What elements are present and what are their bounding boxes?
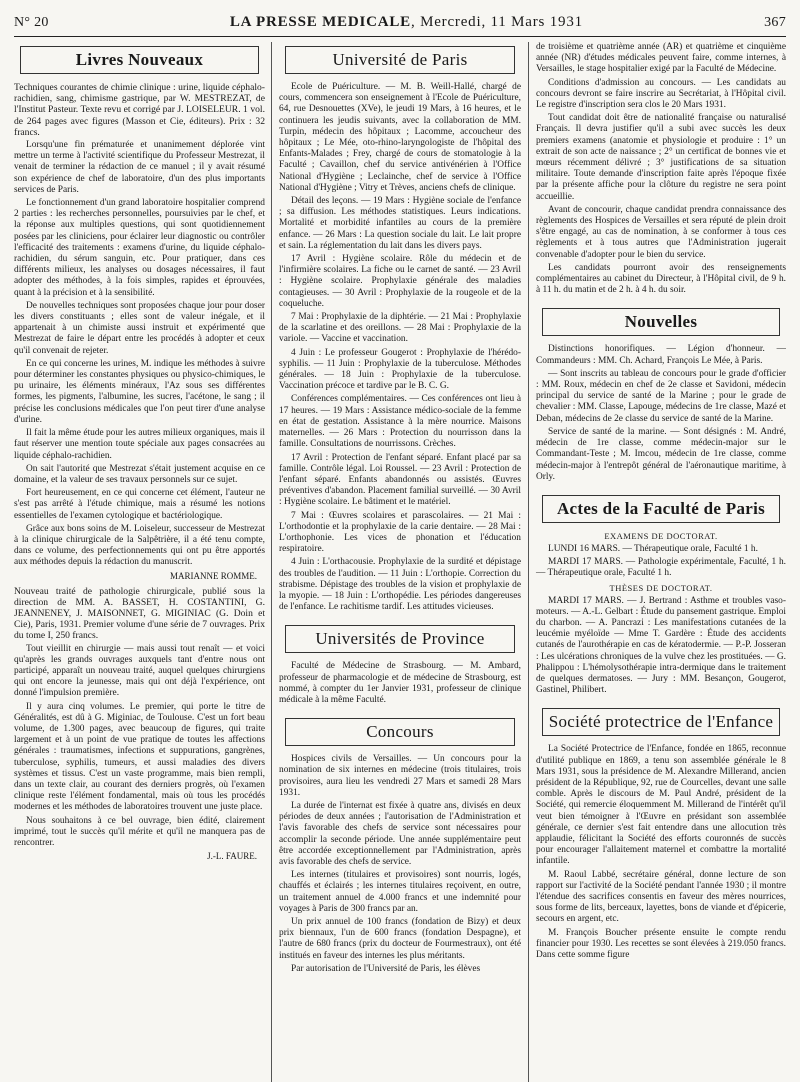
nouvelles-paragraph-3: Service de santé de la marine. — Sont désignés : M. André, médecin de 1re classe, comme médecin-major sur le Commandant-Teste ; M. Imcou, médecin de 1re classe, comme médecin-major à l'entrepôt général de l'aéronautique maritime, à Orly. (536, 426, 786, 482)
exam-paragraph-1: LUNDI 16 MARS. — Thérapeutique orale, Faculté 1 h. (548, 543, 758, 554)
concours-paragraph-7: Conditions d'admission au concours. — Les candidats au concours devront se faire inscrire au Secrétariat, à l'Hôpital civil. Le registre d'inscription sera clos le 20 Mars 1931. (536, 77, 786, 111)
column-2 (271, 42, 528, 1082)
concours-paragraph-1: Hospices civils de Versailles. — Un concours pour la nomination de six internes en médecine (trois titulaires, trois provisoires, aura lieu les vendredi 27 Mars et samedi 28 Mars 1931. (279, 754, 521, 798)
book-entry-1: Techniques courantes de chimie clinique : urine, liquide céphalo-rachidien, sang, chimisme gastrique, par W. MESTREZAT, de l'Institut Pasteur. Texte revu et corrigé par J. LOISELEUR. 1 vol. de 264 pages avec figures (Masson et Cie, éditeurs). Prix : 32 francs. (14, 82, 265, 138)
section-heading-livres: Livres Nouveaux (20, 46, 259, 74)
masthead-date: , Mercredi, 11 Mars 1931 (410, 14, 583, 30)
concours-paragraph-6: de troisième et quatrième année (AR) et quatrième et cinquième année (NR) d'études médicales peuvent faire, comme internes, à Versailles, le stage hospitalier exigé par la Faculté de Médecine. (536, 42, 786, 75)
these-subheading: THÈSES DE DOCTORAT. (609, 582, 713, 593)
book1-paragraph-6: On sait l'autorité que Mestrezat s'était justement acquise en ce domaine, et la valeur de ses travaux personnels sur ce sujet. (14, 463, 265, 485)
columns (14, 42, 786, 1082)
book1-paragraph-8: Grâce aux bons soins de M. Loiseleur, successeur de Mestrezat à la clinique chirurgicale de la Salpêtrière, il a été tenu compte, dans ce volume, des perfectionnements qui ont pu être apportés aux méthodes depuis la rédaction du manuscrit. (14, 523, 265, 568)
puericulture-paragraph-9: 4 Juin : L'orthacousie. Prophylaxie de la surdité et dépistage des troubles de l'audition. — 11 Juin : L'orthopie. Correction du strabisme. Dépistage des troubles de la vision et prophylaxie de la myopie. — 18 Juin : L'orthopédie. Les périodes dangereuses de l'enfance. Le rachitisme tardif. Les attitudes vicieuses. (279, 557, 521, 613)
book1-signature: MARIANNE ROMME. (169, 570, 257, 581)
societe-paragraph-2: M. Raoul Labbé, secrétaire général, donne lecture de son rapport sur l'activité de la Société pendant l'année 1930 ; il montre l'étendue des sacrifices consentis en faveur des mères nourrices, sous forme de lits, berceaux, layettes, bons de viande et d'épicerie, secours en argent, etc. (536, 869, 786, 925)
concours-paragraph-3: Les internes (titulaires et provisoires) sont nourris, logés, chauffés et éclairés ; les internes titulaires reçoivent, en outre, un traitement annuel de 4.000 francs et une indemnité pour voyages à Paris de 300 francs par an. (279, 870, 521, 914)
section-heading-concours: Concours (285, 718, 515, 746)
concours-paragraph-10: Les candidats pourront avoir des renseignements complémentaires au cabinet du Directeur, à l'Hôpital civil, de 9 h. à 11 h. du matin et de 2 h. à 4 h. du soir. (536, 262, 786, 296)
column-3 (528, 42, 786, 1082)
puericulture-paragraph-3: 17 Avril : Hygiène scolaire. Rôle du médecin et de l'infirmière scolaires. La fiche ou le carnet de santé. — 23 Avril : Hygiène scolaire. Prophylaxie générale des maladies contagieuses. — 30 Avril : Prophylaxie de la rougeole et de la coqueluche. (279, 254, 521, 309)
section-heading-nouvelles: Nouvelles (542, 308, 780, 336)
nouvelles-paragraph-1: Distinctions honorifiques. — Légion d'honneur. — Commandeurs : MM. Ch. Achard, François Le Mée, à Paris. (536, 344, 786, 366)
book1-paragraph-1: Lorsqu'une fin prématurée et unanimement déplorée vint mettre un terme à l'activité scientifique du Professeur Mestrezat, il venait de terminer la rédaction de ce manuel ; il y avait résumé son expérience de chef de laboratoire, d'un des plus importants services de Paris. (14, 140, 265, 195)
section-heading-actes-faculte: Actes de la Faculté de Paris (542, 495, 780, 523)
book2-paragraph-3: Nous souhaitons à ce bel ouvrage, bien édité, clairement imprimé, tout le succès qu'il mérite et qu'il ne manquera pas de rencontrer. (14, 815, 265, 848)
nouvelles-paragraph-2: — Sont inscrits au tableau de concours pour le grade d'officier : MM. Roux, médecin en chef de 2e classe et Savidoni, médecin principal du service de santé de la Marine ; pour le grade de chevalier : MM. Classe, Lapouge, médecins de 1re classe, Mazé et Deban, médecins de 2e classe du service de santé de la Marine. (536, 368, 786, 424)
puericulture-paragraph-4: 7 Mai : Prophylaxie de la diphtérie. — 21 Mai : Prophylaxie de la scarlatine et des oreillons. — 28 Mai : Prophylaxie de la variole. — Vaccine et vaccination. (279, 312, 521, 345)
concours-paragraph-9: Avant de concourir, chaque candidat prendra connaissance des règlements des Hospices de Versailles et sera réputé de plein droit s'être engagé, au cas de nomination, à se conformer à tous ces règlements et à tous autres que l'Administration jugerait convenable d'adopter pour le bien du service. (536, 204, 786, 260)
exam-paragraph-2: MARDI 17 MARS. — Pathologie expérimentale, Faculté, 1 h. — Thérapeutique orale, Faculté 1 h. (536, 557, 786, 579)
section-heading-universites-province: Universités de Province (285, 625, 515, 653)
running-head (14, 14, 786, 34)
concours-paragraph-4: Un prix annuel de 100 francs (fondation de Bizy) et deux prix biennaux, l'un de 600 francs (fondation Despagne), et l'autre de 680 francs (prix du docteur de Fourmestraux), ont été institués en faveur des internes les plus méritants. (279, 917, 521, 961)
book1-paragraph-3: De nouvelles techniques sont proposées chaque jour pour doser les divers constituants ; elles sont de valeur inégale, et il appartenait à un chimiste aussi instruit et expérimenté que Mestrezat de faire le départ entre les procédés à adopter et ceux qu'il convenait de rejeter. (14, 300, 265, 356)
page-number: 367 (764, 15, 786, 30)
concours-paragraph-2: La durée de l'internat est fixée à quatre ans, divisés en deux périodes de deux années ; l'autorisation de l'Administration et l'avis favorable des chefs de service sont nécessaires pour accomplir la seconde période. Une année supplémentaire peut être accordée exceptionnellement par l'Administration, après avis favorable des chefs de service. (279, 800, 521, 867)
societe-paragraph-1: La Société Protectrice de l'Enfance, fondée en 1865, reconnue d'utilité publique en 1869, a tenu son assemblée générale le 8 Mars 1931, sous la présidence de M. Alexandre Millerand, ancien président de la République, 92, rue de Courcelles, devant une salle comble. Après le discours de M. Paul André, président de la Société, qui remercie éloquemment M. Millerand de l'intérêt qu'il veut bien témoigner à l'Œuvre en présidant son assemblée générale, ce dernier s'est fait entendre dans une allocution très applaudie, félicitant la Société des efforts couronnés de succès pour encourager l'allaitement maternel et combattre la mortalité infantile. (536, 744, 786, 867)
strasbourg-paragraph: Faculté de Médecine de Strasbourg. — M. Ambard, professeur de pharmacologie et de médecine de Strasbourg, est nommé, à compter du 1er Janvier 1931, professeur de clinique médicale à la même Faculté. (279, 661, 521, 705)
puericulture-paragraph-1: Ecole de Puériculture. — M. B. Weill-Hallé, chargé de cours, commencera son enseignement à l'Ecole de Puériculture, 64, rue Desnouettes (XVe), le jeudi 19 Mars, à 16 heures, et le continuera les jeudis suivants, avec la collaboration de MM. Turpin, médecin des hôpitaux ; Lacomme, accoucheur des hôpitaux ; Le Mée, oto-rhino-laryngologiste de l'hôpital des Enfants-Malades ; Frey, chargé de cours de stomatologie à la Faculté ; Cavaillon, chef du service antivénérien à l'Office National d'Hygiène ; Leclainche, chef de service à l'Office National d'Hygiène ; Vitry et Trèves, anciens chefs de clinique. (279, 82, 521, 193)
book1-paragraph-4: En ce qui concerne les urines, M. indique les méthodes à suivre pour déterminer les constantes physiques ou physico-chimiques, le pu urinaire, les éléments minéraux, l'Az sous ses différentes formes, les pigments, l'albumine, les sucres, l'acétone, le sang ; il précise les conclusions médicales que l'on peut tirer d'une analyse d'urine. (14, 358, 265, 425)
puericulture-paragraph-8: 7 Mai : Œuvres scolaires et parascolaires. — 21 Mai : L'orthodontie et la prophylaxie de la carie dentaire. — 28 Mai : L'orthophonie. Les vices de phonation et l'éducation respiratoire. (279, 510, 521, 555)
puericulture-paragraph-7: 17 Avril : Protection de l'enfant séparé. Enfant placé par sa famille. Contrôle légal. Loi Roussel. — 23 Avril : Protection de l'enfant séparé. Enfants abandonnés ou assistés. Œuvres préventives d'abandon. Placement familial surveillé. — 30 Avril : Hygiène scolaire. Le bâtiment et le matériel. (279, 452, 521, 508)
exam-subheading: EXAMENS DE DOCTORAT. (604, 530, 718, 541)
concours-paragraph-8: Tout candidat doit être de nationalité française ou naturalisé Français. Il devra justifier qu'il a subi avec succès les deux premiers examens (anatomie et physiologie et produire : 1° un extrait de son acte de naissance ; 2° un certificat de bonnes vie et mœurs récemment délivré ; 3° justifications de sa situation militaire. Toute demande d'inscription faite après l'époque fixée par la présente affiche pour la clôture du registre ne sera point accueillie. (536, 113, 786, 202)
book2-paragraph-1: Tout vieillit en chirurgie — mais aussi tout renaît — et voici qu'après les grands ouvrages auxquels tant d'entre nous ont participé, apparaît un nouveau traité, auquel quelques chirurgiens qui ont encore la jeunesse, mais qui ont déjà l'expérience, ont donné l'impulsion première. (14, 643, 265, 699)
book1-paragraph-7: Fort heureusement, en ce qui concerne cet élément, l'auteur ne s'est pas arrêté à l'étude chimique, mais a résumé les notions essentielles de l'examen cytologique et bactériologique. (14, 488, 265, 521)
book2-signature: J.-L. FAURE. (207, 851, 257, 862)
puericulture-paragraph-5: 4 Juin : Le professeur Gougerot : Prophylaxie de l'hérédo-syphilis. — 11 Juin : Prophylaxie de la tuberculose. Méthodes générales. — 18 Juin : Prophylaxie de la tuberculose. Vaccination précoce et tardive par le B. C. G. (279, 347, 521, 392)
book-entry-2: Nouveau traité de pathologie chirurgicale, publié sous la direction de MM. A. BASSET, H. COSTANTINI, G. JEANNENEY, J. MAISONNET, G. MIGINIAC (G. Doin et Cie), Paris, 1931. Premier volume d'une série de 7 ouvrages. Prix du tome I, 250 francs. (14, 585, 265, 642)
masthead-title (230, 14, 583, 31)
book2-paragraph-2: Il y aura cinq volumes. Le premier, qui porte le titre de Généralités, est dû à G. Miginiac, de Toulouse. C'est un fort beau volume, de 1.300 pages, avec beaucoup de figures, qui traite largement et à un point de vue pratique de toutes les affections générales : traumatismes, infections et suppurations, gangrènes, tuberculose, syphilis, tumeurs, et aussi maladies des divers systèmes et tissus. C'est un vaste programme, mais bien rempli, dans un texte clair, au courant des derniers progrès, où l'examen clinique reste l'élément fondamental, mais où tous les procédés modernes et les méthodes de laboratoires trouvent une juste place. (14, 701, 265, 813)
book1-paragraph-5: Il fait la même étude pour les autres milieux organiques, mais il faut réserver une mention toute spéciale aux pages consacrées au liquide céphalo-rachidien. (14, 428, 265, 461)
issue-number: N° 20 (14, 15, 49, 30)
concours-paragraph-5: Par autorisation de l'Université de Paris, les élèves (291, 963, 481, 974)
header-rule (14, 36, 786, 37)
section-heading-universite-paris: Université de Paris (285, 46, 515, 74)
masthead-name: LA PRESSE MEDICALE (229, 14, 411, 30)
book1-paragraph-2: Le fonctionnement d'un grand laboratoire hospitalier comprend 2 parties : les recherches personnelles, poursuivies par le chef, et la réponse aux multiples questions, qui sont quotidiennement posées par les cliniciens, pour éclairer leur diagnostic ou contrôler l'efficacité des traitements : examens d'urine, du liquide céphalo-rachidien, du sérum sanguin, etc. Pour pratiquer, dans ces différents milieux, les analyses ou dosages nécessaires, il faut adopter des méthodes, à la fois simples, rapides et éprouvées, quant à la précision et à la sensibilité. (14, 198, 265, 298)
puericulture-paragraph-2: Détail des leçons. — 19 Mars : Hygiène sociale de l'enfance ; sa diffusion. Les méthodes statistiques. Leurs indications. Mortalité et morbidité infantiles au cours de la première enfance. — 26 Mars : La question sociale du lait. Le lait propre et sain. La réglementation du lait dans les divers pays. (279, 196, 521, 251)
section-heading-societe-protectrice: Société protectrice de l'Enfance (542, 708, 780, 736)
these-paragraph: MARDI 17 MARS. — J. Bertrand : Asthme et troubles vaso-moteurs. — A.-L. Gelbart : Étude du pansement gastrique. Emploi du charbon. — A. Pancrazi : Les manifestations cutanées de la leucémie myéloïde — Mme T. Gardère : Étude des accidents cutanés de l'aurothérapie en cas de kératodermie. — P.-P. Josseran : Les ulcérations chroniques de la vulve chez les prostituées. — G. Phalippou : L'hémolysothérapie intra-dermique dans le traitement de quelques dermatoses. — Jury : MM. Besançon, Gougerot, Gastinel, Philibert. (536, 595, 786, 696)
puericulture-paragraph-6: Conférences complémentaires. — Ces conférences ont lieu à 17 heures. — 19 Mars : Assistance médico-sociale de la femme en état de gestation. Assistance à la mère nourrice. Maisons maternelles. — 26 Mars : Protection du nourrisson dans la famille. Consultations de nourrissons. Crèches. (279, 394, 521, 450)
societe-paragraph-3: M. François Boucher présente ensuite le compte rendu financier pour 1930. Les recettes se sont élevées à 219.050 francs. Dans cette somme figure (536, 927, 786, 960)
column-1 (14, 42, 271, 1082)
